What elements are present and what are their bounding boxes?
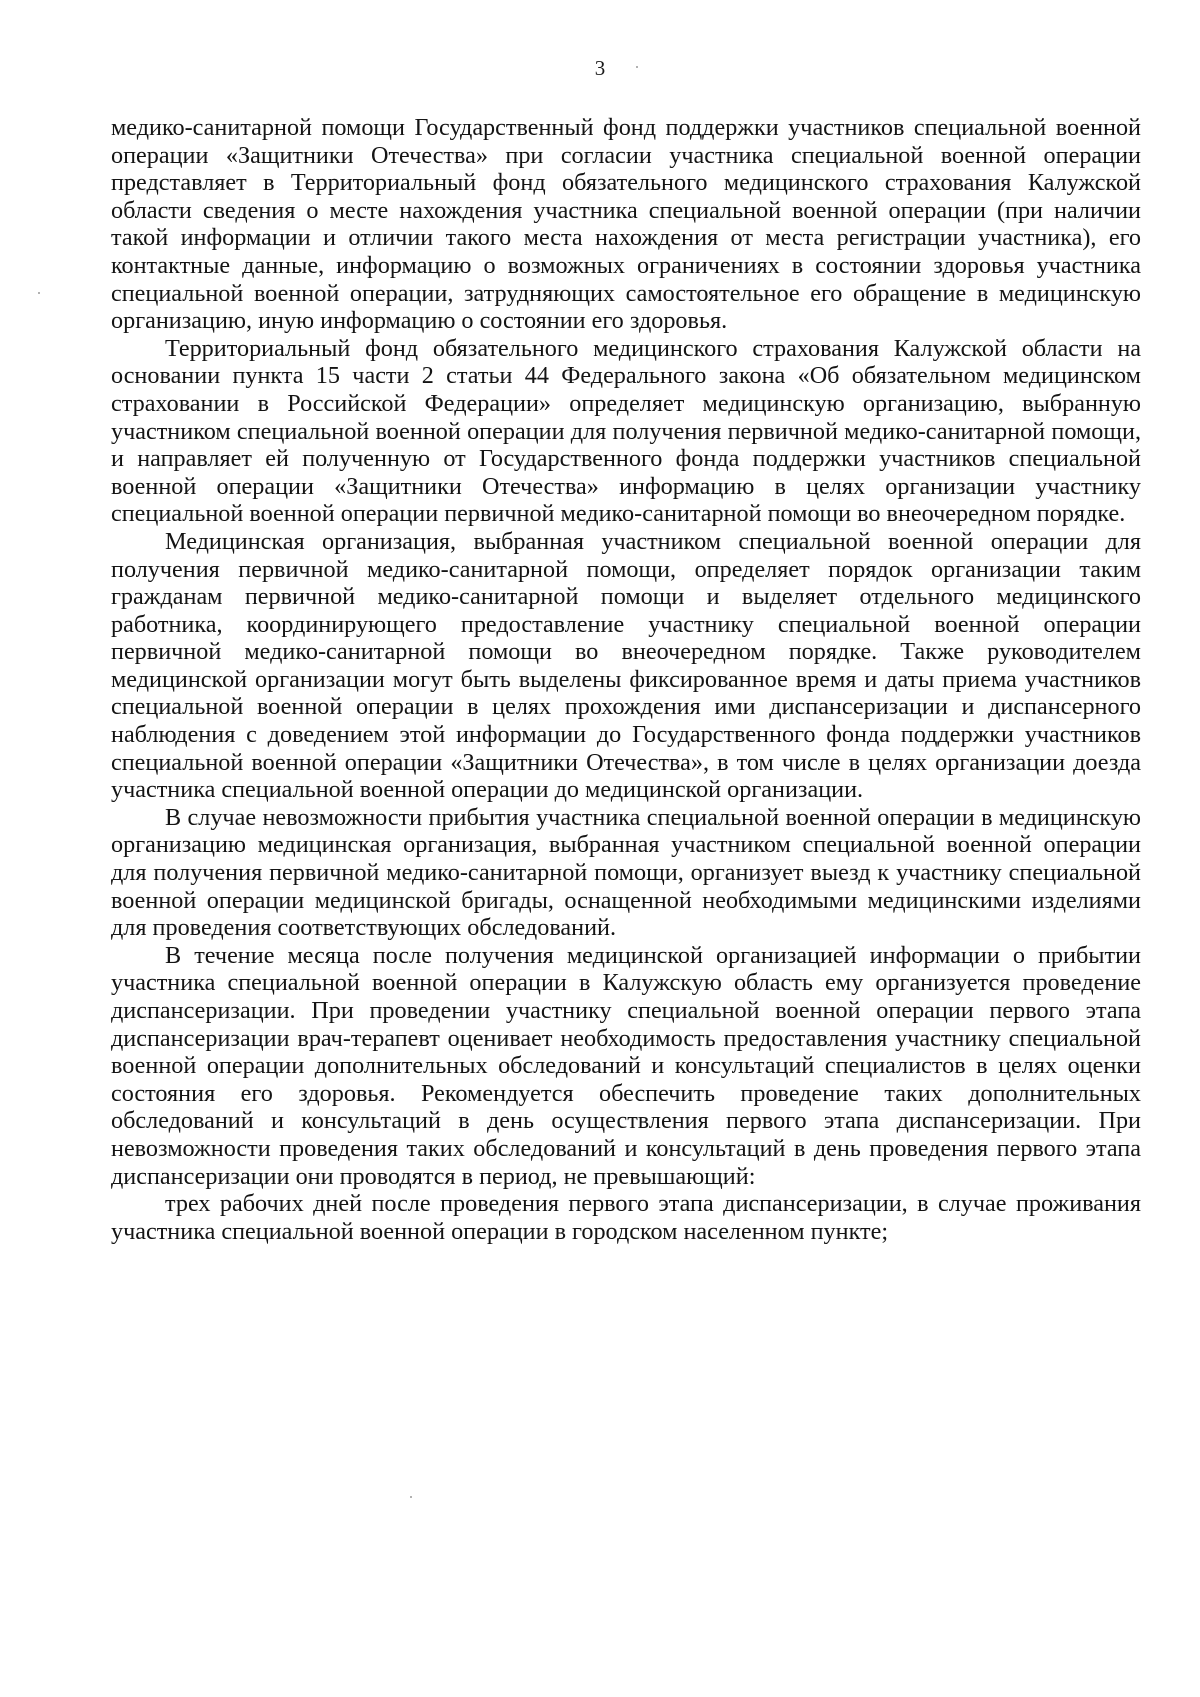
page-number: 3 bbox=[594, 56, 606, 80]
paragraph-medical-organization: Медицинская организация, выбранная участником специальной военной операции для получения первичной медико-санитарной помощи, определяет порядок организации таким гражданам первичной медико-санитарной помощи и выделяет отдельного медицинского работника, координирующего предоставление участнику специальной военной операции первичной медико-санитарной помощи во внеочередном порядке. Также руководителем медицинской организации могут быть выделены фиксированное время и даты приема участников специальной военной операции в целях прохождения ими диспансеризации и диспансерного наблюдения с доведением этой информации до Государственного фонда поддержки участников специальной военной операции «Защитники Отечества», в том числе в целях организации доезда участника специальной военной операции до медицинской организации. bbox=[111, 527, 1141, 804]
paragraph-arrival-impossible: В случае невозможности прибытия участника специальной военной операции в медицинскую организацию медицинская организация, выбранная участником специальной военной операции для получения первичной медико-санитарной помощи, организует выезд к участнику специальной военной операции медицинской бригады, оснащенной необходимыми медицинскими изделиями для проведения соответствующих обследований. bbox=[111, 803, 1141, 942]
paragraph-dispensary-month: В течение месяца после получения медицинской организацией информации о прибытии участника специальной военной операции в Калужскую область ему организуется проведение диспансеризации. При проведении участнику специальной военной операции первого этапа диспансеризации врач-терапевт оценивает необходимость предоставления участнику специальной военной операции дополнительных обследований и консультаций специалистов в целях оценки состояния его здоровья. Рекомендуется обеспечить проведение таких дополнительных обследований и консультаций в день осуществления первого этапа диспансеризации. При невозможности проведения таких обследований и консультаций в день проведения первого этапа диспансеризации они проводятся в период, не превышающий: bbox=[111, 941, 1141, 1190]
document-body bbox=[111, 114, 1141, 1245]
paragraph-continuation: медико-санитарной помощи Государственный фонд поддержки участников специальной военной операции «Защитники Отечества» при согласии участника специальной военной операции представляет в Территориальный фонд обязательного медицинского страхования Калужской области сведения о месте нахождения участника специальной военной операции (при наличии такой информации и отличии такого места нахождения от места регистрации участника), его контактные данные, информацию о возможных ограничениях в состоянии здоровья участника специальной военной операции, затрудняющих самостоятельное его обращение в медицинскую организацию, иную информацию о состоянии его здоровья. bbox=[111, 114, 1141, 335]
scan-speck bbox=[38, 292, 40, 294]
paragraph-three-working-days: трех рабочих дней после проведения первого этапа диспансеризации, в случае проживания участника специальной военной операции в городском населенном пункте; bbox=[111, 1190, 1141, 1245]
scan-speck bbox=[410, 1496, 412, 1498]
scan-speck bbox=[636, 66, 638, 68]
paragraph-territorial-fund: Территориальный фонд обязательного медицинского страхования Калужской области на основании пункта 15 части 2 статьи 44 Федерального закона «Об обязательном медицинском страховании в Российской Федерации» определяет медицинскую организацию, выбранную участником специальной военной операции для получения первичной медико-санитарной помощи, и направляет ей полученную от Государственного фонда поддержки участников специальной военной операции «Защитники Отечества» информацию в целях организации участнику специальной военной операции первичной медико-санитарной помощи во внеочередном порядке. bbox=[111, 334, 1141, 528]
